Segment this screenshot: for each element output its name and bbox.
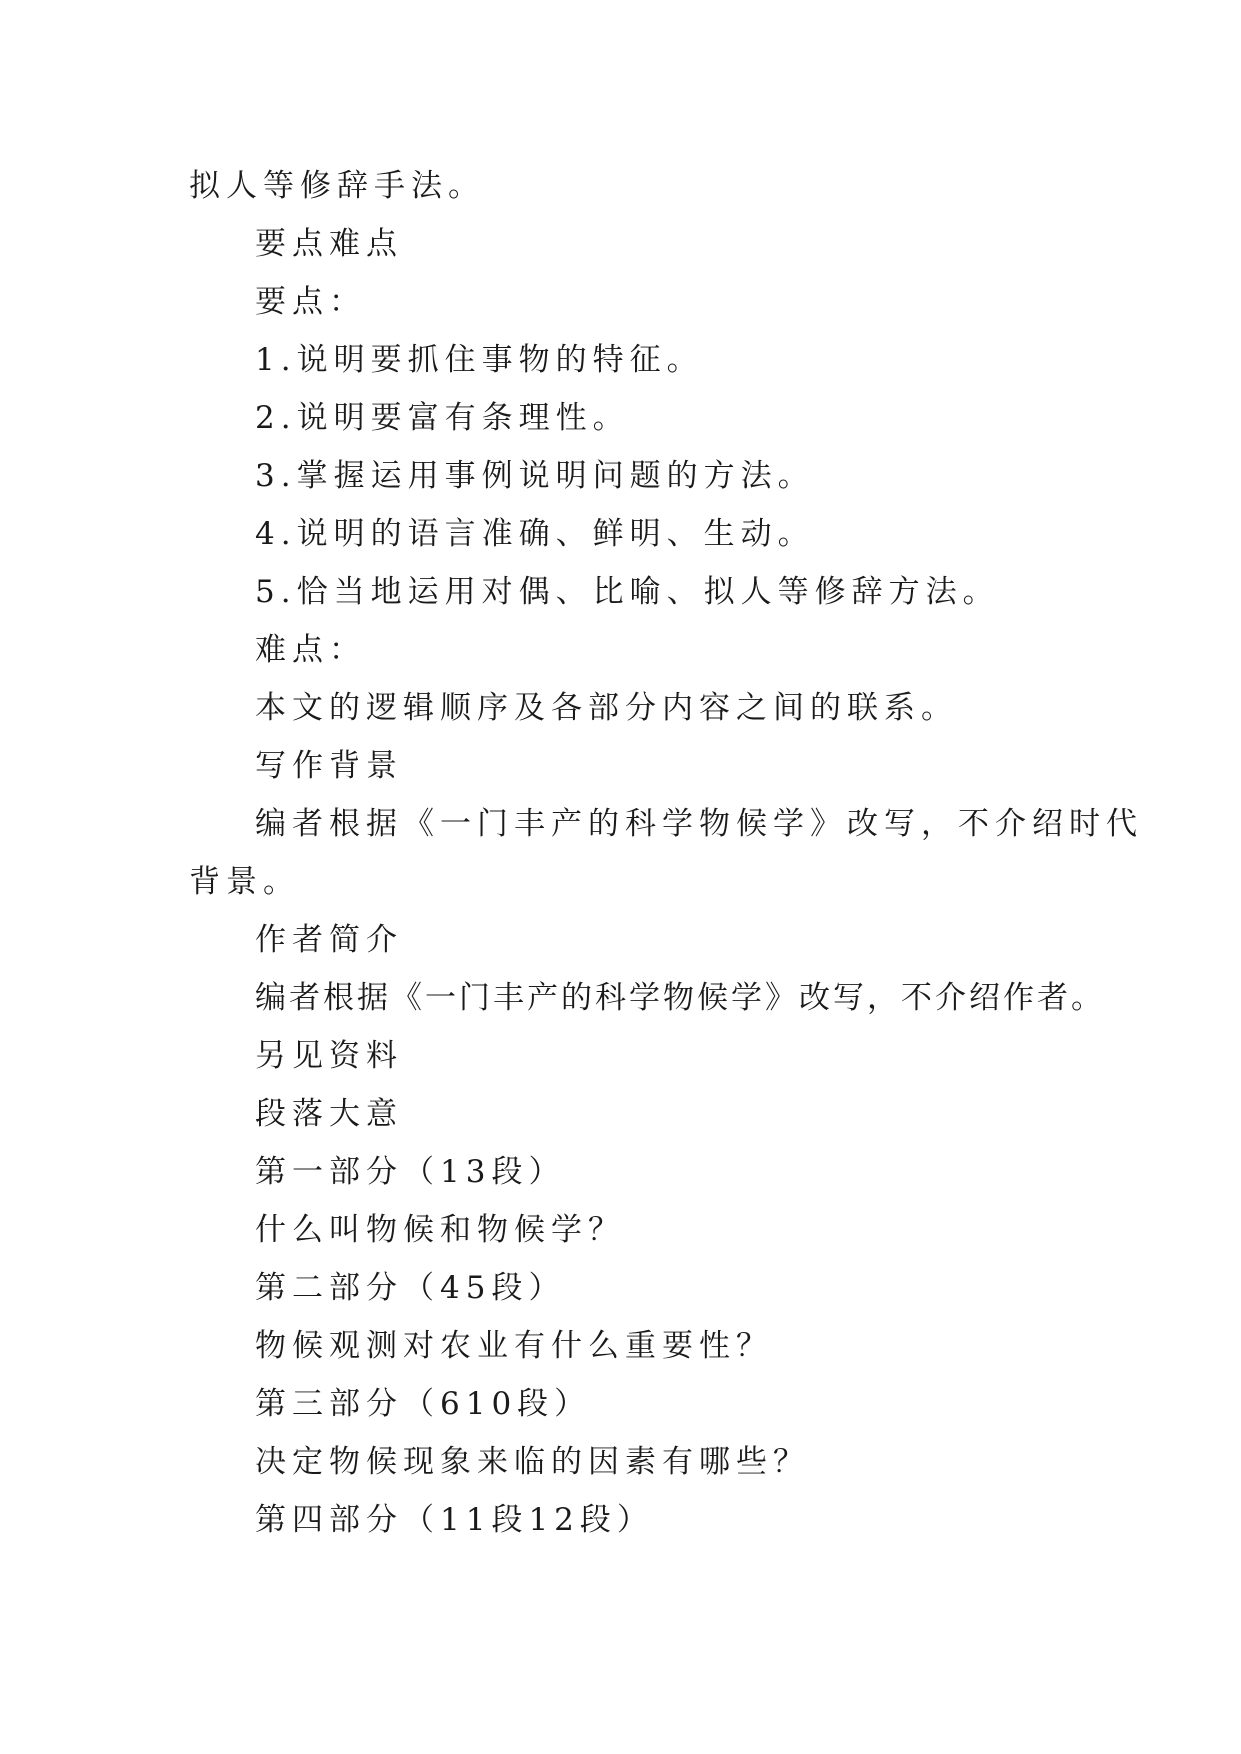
subheading: 要点： (255, 284, 366, 320)
text-line: 本文的逻辑顺序及各部分内容之间的联系。 (255, 690, 958, 726)
subheading: 难点： (255, 632, 366, 668)
text-line: 编者根据《一门丰产的科学物候学》改写，不介绍作者。 (255, 980, 1105, 1016)
text-line: 物候观测对农业有什么重要性？ (255, 1328, 773, 1364)
part-heading: 第一部分（13段） (255, 1154, 566, 1190)
section-heading: 另见资料 (255, 1038, 403, 1074)
list-item: 1.说明要抓住事物的特征。 (255, 342, 704, 378)
part-heading: 第三部分（610段） (255, 1386, 592, 1422)
part-heading: 第四部分（11段12段） (255, 1502, 654, 1538)
part-heading: 第二部分（45段） (255, 1270, 566, 1306)
text-line: 决定物候现象来临的因素有哪些？ (255, 1444, 810, 1480)
section-heading: 要点难点 (255, 226, 403, 262)
text-line: 编者根据《一门丰产的科学物候学》改写，不介绍时代 (255, 806, 1143, 842)
list-item: 3.掌握运用事例说明问题的方法。 (255, 458, 815, 494)
text-line: 什么叫物候和物候学？ (255, 1212, 625, 1248)
section-heading: 作者简介 (255, 922, 403, 958)
list-item: 2.说明要富有条理性。 (255, 400, 630, 436)
list-item: 4.说明的语言准确、鲜明、生动。 (255, 516, 815, 552)
section-heading: 段落大意 (255, 1096, 403, 1132)
text-line: 背景。 (189, 864, 300, 900)
text-line: 拟人等修辞手法。 (189, 168, 485, 204)
section-heading: 写作背景 (255, 748, 403, 784)
list-item: 5.恰当地运用对偶、比喻、拟人等修辞方法。 (255, 574, 1000, 610)
